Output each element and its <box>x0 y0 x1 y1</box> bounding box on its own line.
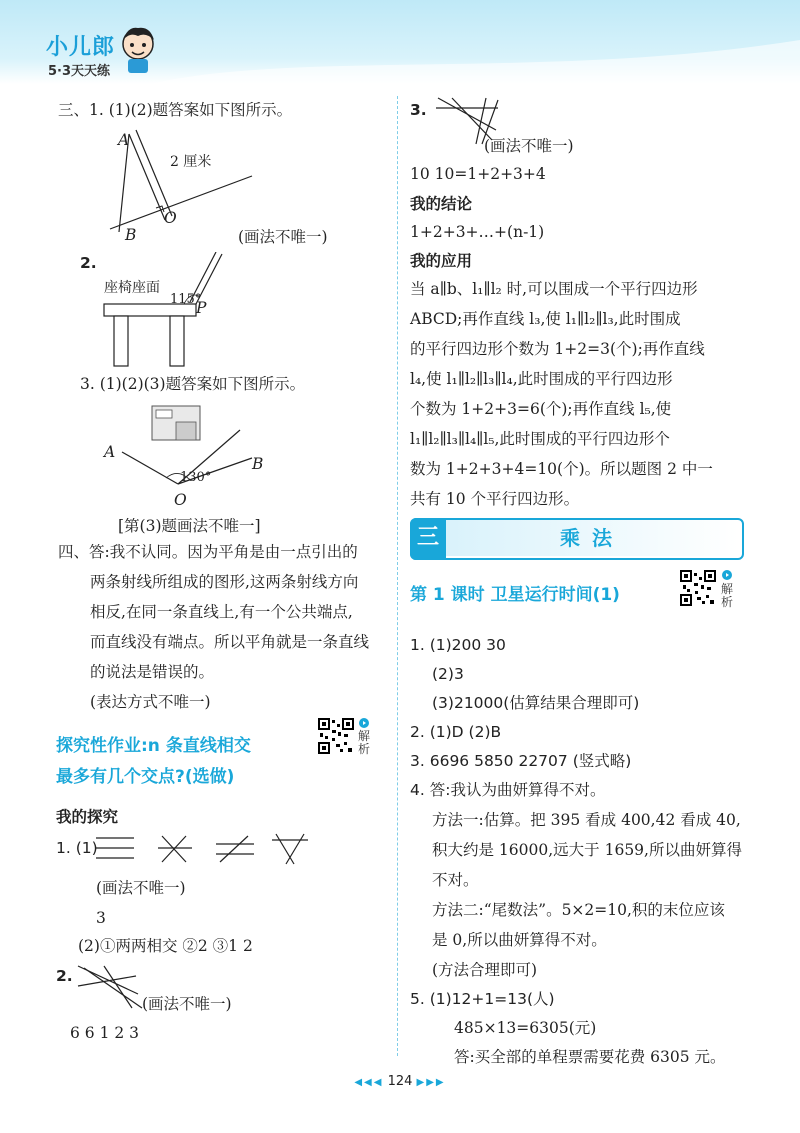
section3-q1: 三、1. (1)(2)题答案如下图所示。 <box>58 101 293 119</box>
fig2-label-p: P <box>196 299 207 317</box>
apply-line-1: 当 a∥b、l₁∥l₂ 时,可以围成一个平行四边形 <box>410 280 698 298</box>
explore-q3-note: (画法不唯一) <box>484 137 574 155</box>
answer-4-line-2: 方法一:估算。把 395 看成 400,42 看成 40, <box>432 811 741 829</box>
header-wave-decoration <box>150 40 800 84</box>
qr-note-right: 解析 <box>721 582 734 609</box>
qr-note-left: 解析 <box>358 729 371 756</box>
apply-line-3: 的平行四边形个数为 1+2=3(个);再作直线 <box>410 340 705 358</box>
fig3-angle-label: 130° <box>180 470 212 485</box>
section3-q2: 2. <box>80 254 97 272</box>
next-arrows-icon: ▶▶▶ <box>416 1077 446 1088</box>
explore-title-line-2: 最多有几个交点?(选做) <box>56 767 235 787</box>
section3-q3: 3. (1)(2)(3)题答案如下图所示。 <box>80 375 306 393</box>
section4-line-5: 的说法是错误的。 <box>90 663 215 681</box>
fig3-label-a: A <box>104 443 116 461</box>
section4-line-6: (表达方式不唯一) <box>90 693 211 711</box>
answer-4-line-3: 积大约是 16000,远大于 1659,所以曲妍算得 <box>432 841 742 859</box>
apply-line-2: ABCD;再作直线 l₃,使 l₁∥l₂∥l₃,此时围成 <box>410 310 681 328</box>
lesson-title: 第 1 课时 卫星运行时间(1) <box>410 585 620 605</box>
answer-4-line-5: 方法二:“尾数法”。5×2=10,积的末位应该 <box>432 901 725 919</box>
answer-5-line-1: 5. (1)12+1=13(人) <box>410 990 555 1008</box>
answer-1-2: (2)3 <box>432 665 464 683</box>
answer-1-1: 1. (1)200 30 <box>410 636 506 654</box>
figure-chair <box>100 252 240 372</box>
explore-q2-values: 6 6 1 2 3 <box>70 1024 140 1042</box>
section4-line-2: 两条射线所组成的图形,这两条射线方向 <box>90 573 359 591</box>
conclusion-formula: 1+2+3+…+(n-1) <box>410 223 545 241</box>
explore-q3-label: 3. <box>410 101 427 119</box>
page-footer <box>0 1074 800 1089</box>
my-explore-title: 我的探究 <box>56 808 119 826</box>
apply-line-5: 个数为 1+2+3=6(个);再作直线 l₅,使 <box>410 400 672 418</box>
fig3-label-b: B <box>252 455 264 473</box>
play-arrow-icon <box>359 718 369 728</box>
explore-q1-note: (画法不唯一) <box>96 879 186 897</box>
fig2-chair-label: 座椅座面 <box>104 280 160 296</box>
apply-line-8: 共有 10 个平行四边形。 <box>410 490 580 508</box>
answer-4-line-4: 不对。 <box>432 871 479 889</box>
fig2-angle-label: 115° <box>170 292 202 307</box>
fig1-note: (画法不唯一) <box>238 228 328 246</box>
explore-q3-values: 10 10=1+2+3+4 <box>410 165 546 183</box>
explore-q1-label: 1. (1) <box>56 839 98 857</box>
answer-1-3: (3)21000(估算结果合理即可) <box>432 694 640 712</box>
play-arrow-icon <box>722 570 732 580</box>
brand-title: 小儿郎 <box>46 35 116 60</box>
unit-banner-tag: 三 <box>410 518 446 560</box>
prev-arrows-icon: ◀◀◀ <box>354 1077 384 1088</box>
answer-4-line-7: (方法合理即可) <box>432 961 538 979</box>
explore-q1-part2: (2)①两两相交 ②2 ③1 2 <box>78 937 253 955</box>
fig3-label-o: O <box>174 491 187 509</box>
conclusion-title: 我的结论 <box>410 195 473 213</box>
qr-code-icon[interactable] <box>680 570 716 606</box>
brand-subtitle: 5·3天天练 <box>48 64 111 79</box>
answer-2: 2. (1)D (2)B <box>410 723 502 741</box>
section4-line-1: 四、答:我不认同。因为平角是由一点引出的 <box>58 543 358 561</box>
answer-4-line-6: 是 0,所以曲妍算得不对。 <box>432 931 607 949</box>
explore-title-line-1: 探究性作业:n 条直线相交 <box>56 736 251 756</box>
apply-line-7: 数为 1+2+3+4=10(个)。所以题图 2 中一 <box>410 460 713 478</box>
apply-line-6: l₁∥l₂∥l₃∥l₄∥l₅,此时围成的平行四边形个 <box>410 430 670 448</box>
section4-line-3: 相反,在同一条直线上,有一个公共端点, <box>90 603 353 621</box>
figure-four-lines <box>76 964 146 1010</box>
column-divider <box>397 96 398 1056</box>
apply-line-4: l₄,使 l₁∥l₂∥l₃∥l₄,此时围成的平行四边形 <box>410 370 673 388</box>
explore-q2-note: (画法不唯一) <box>142 995 232 1013</box>
fig1-label-a: A <box>118 131 130 149</box>
explore-q1-value: 3 <box>96 909 106 927</box>
mascot-boy-icon <box>118 24 158 76</box>
fig1-label-b: B <box>125 226 137 244</box>
section4-line-4: 而直线没有端点。所以平角就是一条直线 <box>90 633 370 651</box>
unit-banner-title: 乘法 <box>446 520 738 556</box>
answer-5-line-2: 485×13=6305(元) <box>454 1019 597 1037</box>
fig1-label-o: O <box>164 209 177 227</box>
figure-intersecting-lines-set <box>94 832 314 866</box>
fig1-length-label: 2 厘米 <box>170 154 212 170</box>
fig3-note: [第(3)题画法不唯一] <box>118 517 261 535</box>
apply-title: 我的应用 <box>410 252 473 270</box>
qr-code-icon[interactable] <box>318 718 354 754</box>
explore-q2-label: 2. <box>56 967 73 985</box>
answer-4-line-1: 4. 答:我认为曲妍算得不对。 <box>410 781 606 799</box>
answer-3: 3. 6696 5850 22707 (竖式略) <box>410 752 632 770</box>
answer-5-line-3: 答:买全部的单程票需要花费 6305 元。 <box>454 1048 726 1066</box>
page-number: 124 <box>387 1074 413 1089</box>
